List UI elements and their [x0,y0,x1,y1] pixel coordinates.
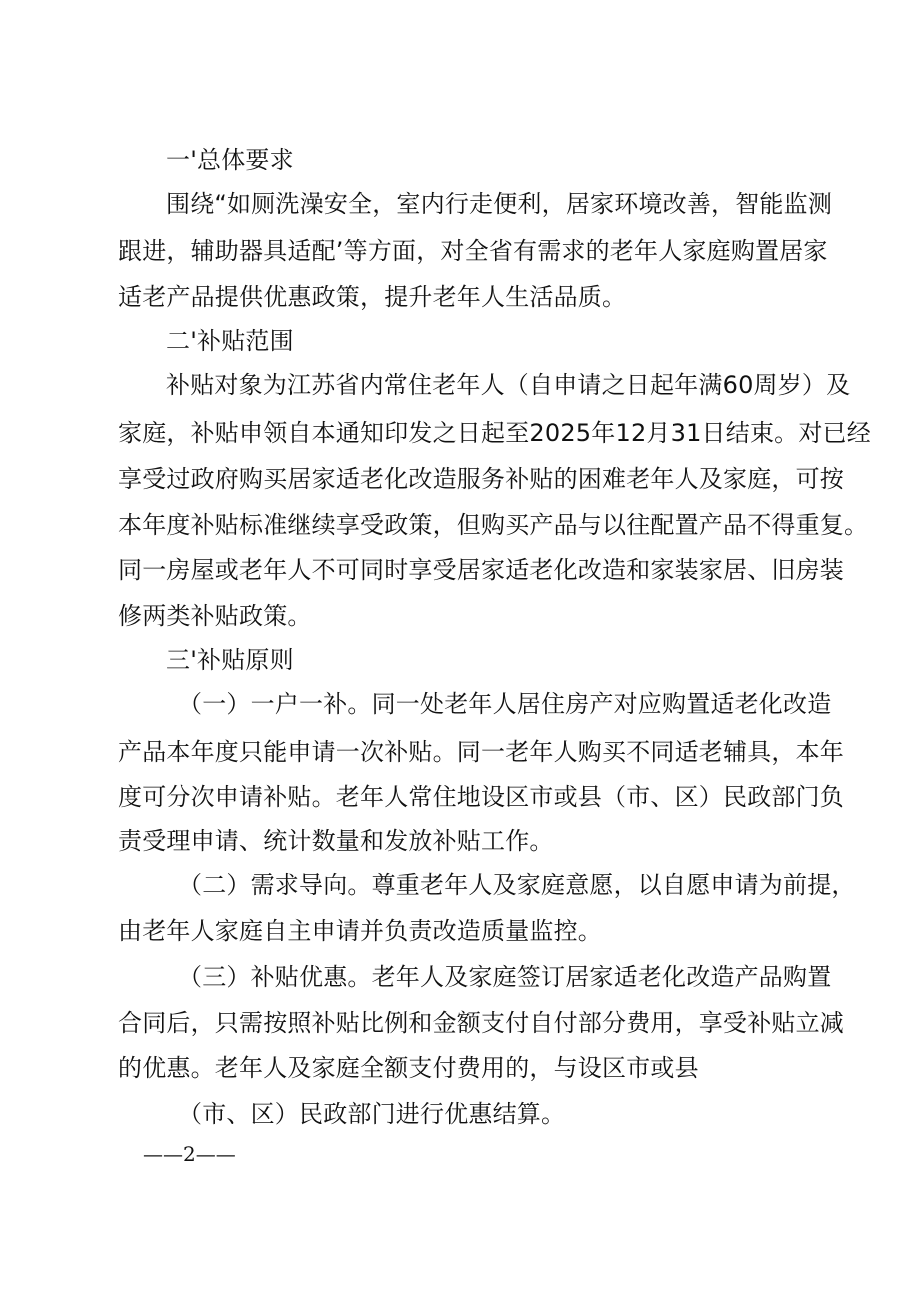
paragraph-line: （三）补贴优惠。老年人及家庭签订居家适老化改造产品购置 [178,963,832,991]
paragraph-line: 补贴对象为江苏省内常住老年人（自申请之日起年满60周岁）及 [166,371,851,399]
paragraph-line: （二）需求导向。尊重老年人及家庭意愿，以自愿申请为前提， [178,871,856,899]
paragraph-line: （市、区）民政部门进行优惠结算。 [178,1100,566,1128]
paragraph-line: 本年度补贴标准继续享受政策，但购买产品与以往配置产品不得重复。 [118,511,869,539]
paragraph-line: 家庭，补贴申领自本通知印发之日起至2025年12月31日结束。对已经 [118,419,871,447]
paragraph-line: （一）一户一补。同一处老年人居住房产对应购置适老化改造 [178,690,832,718]
paragraph-line: 修两类补贴政策。 [118,602,312,630]
paragraph-line: 责受理申请、统计数量和发放补贴工作。 [118,827,554,855]
paragraph-line: 享受过政府购买居家适老化改造服务补贴的困难老年人及家庭，可按 [118,465,844,493]
paragraph-line: 合同后，只需按照补贴比例和金额支付自付部分费用，享受补贴立减 [118,1009,844,1037]
paragraph-line: 产品本年度只能申请一次补贴。同一老年人购买不同适老辅具，本年 [118,738,844,766]
page-number: ——2—— [143,1142,236,1166]
paragraph-line: 围绕“如厕洗澡安全，室内行走便利，居家环境改善，智能监测 [166,190,833,218]
section-heading-subsidy-scope: 二'补贴范围 [166,327,294,355]
paragraph-line: 的优惠。老年人及家庭全额支付费用的，与设区市或县 [118,1054,699,1082]
section-heading-overall-requirements: 一'总体要求 [166,146,294,174]
section-heading-subsidy-principles: 三'补贴原则 [166,646,294,674]
paragraph-line: 适老产品提供优惠政策，提升老年人生活品质。 [118,283,627,311]
paragraph-line: 度可分次申请补贴。老年人常住地设区市或县（市、区）民政部门负 [118,783,844,811]
paragraph-line: 跟进，辅助器具适配’等方面，对全省有需求的老年人家庭购置居家 [118,237,828,265]
paragraph-line: 由老年人家庭自主申请并负责改造质量监控。 [118,917,602,945]
paragraph-line: 同一房屋或老年人不可同时享受居家适老化改造和家装家居、旧房装 [118,556,844,584]
